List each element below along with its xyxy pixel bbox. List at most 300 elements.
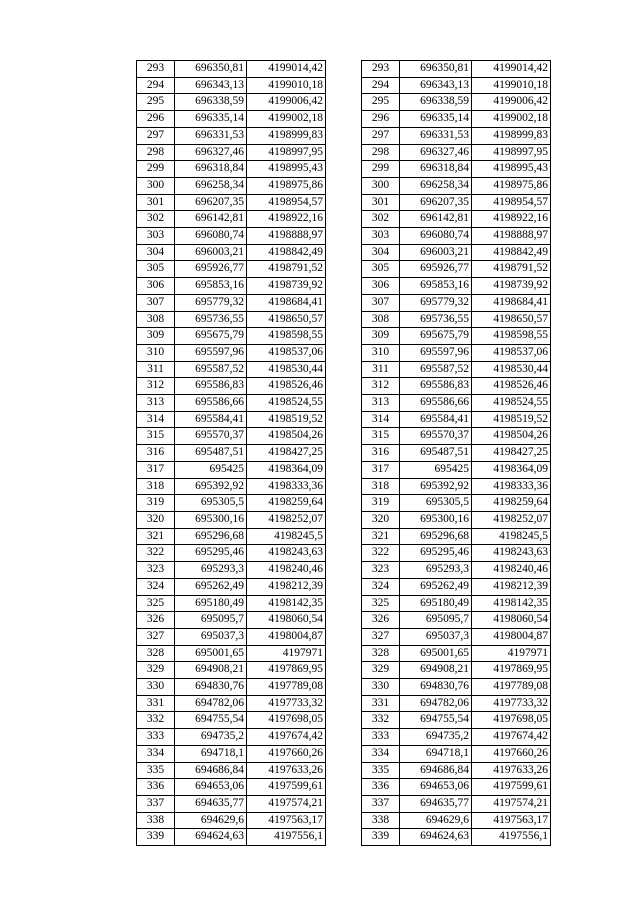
y-coordinate-cell: 4197869,95 bbox=[472, 662, 551, 679]
y-coordinate-cell: 4198922,16 bbox=[247, 211, 326, 228]
x-coordinate-cell: 695597,96 bbox=[175, 344, 247, 361]
table-row bbox=[137, 244, 326, 261]
x-coordinate-cell: 696350,81 bbox=[400, 61, 472, 78]
point-number-cell: 297 bbox=[362, 127, 400, 144]
point-number-cell: 303 bbox=[362, 228, 400, 245]
y-coordinate-cell: 4199010,18 bbox=[247, 77, 326, 94]
table-row bbox=[137, 445, 326, 462]
y-coordinate-cell: 4198997,95 bbox=[247, 144, 326, 161]
y-coordinate-cell: 4197674,42 bbox=[472, 729, 551, 746]
table-row bbox=[137, 729, 326, 746]
point-number-cell: 294 bbox=[137, 77, 175, 94]
x-coordinate-cell: 695425 bbox=[175, 461, 247, 478]
x-coordinate-cell: 694830,76 bbox=[175, 679, 247, 696]
y-coordinate-cell: 4198888,97 bbox=[472, 228, 551, 245]
point-number-cell: 327 bbox=[362, 628, 400, 645]
y-coordinate-cell: 4198243,63 bbox=[247, 545, 326, 562]
y-coordinate-cell: 4197556,1 bbox=[247, 829, 326, 846]
y-coordinate-cell: 4197633,26 bbox=[247, 762, 326, 779]
x-coordinate-cell: 695001,65 bbox=[400, 645, 472, 662]
table-row bbox=[137, 144, 326, 161]
point-number-cell: 316 bbox=[137, 445, 175, 462]
point-number-cell: 305 bbox=[362, 261, 400, 278]
y-coordinate-cell: 4198004,87 bbox=[247, 628, 326, 645]
x-coordinate-cell: 695262,49 bbox=[400, 578, 472, 595]
table-row bbox=[137, 578, 326, 595]
y-coordinate-cell: 4198212,39 bbox=[472, 578, 551, 595]
table-row bbox=[362, 562, 551, 579]
table-row bbox=[137, 478, 326, 495]
point-number-cell: 307 bbox=[137, 294, 175, 311]
table-row bbox=[137, 595, 326, 612]
x-coordinate-cell: 696327,46 bbox=[175, 144, 247, 161]
table-row bbox=[362, 578, 551, 595]
y-coordinate-cell: 4198922,16 bbox=[472, 211, 551, 228]
point-number-cell: 293 bbox=[137, 61, 175, 78]
point-number-cell: 314 bbox=[137, 411, 175, 428]
point-number-cell: 304 bbox=[137, 244, 175, 261]
y-coordinate-cell: 4198252,07 bbox=[247, 511, 326, 528]
y-coordinate-cell: 4198364,09 bbox=[472, 461, 551, 478]
point-number-cell: 299 bbox=[137, 161, 175, 178]
x-coordinate-cell: 694635,77 bbox=[175, 795, 247, 812]
y-coordinate-cell: 4198427,25 bbox=[472, 445, 551, 462]
y-coordinate-cell: 4198333,36 bbox=[247, 478, 326, 495]
x-coordinate-cell: 696207,35 bbox=[400, 194, 472, 211]
x-coordinate-cell: 696258,34 bbox=[400, 177, 472, 194]
y-coordinate-cell: 4198060,54 bbox=[472, 612, 551, 629]
y-coordinate-cell: 4197733,32 bbox=[247, 695, 326, 712]
point-number-cell: 317 bbox=[362, 461, 400, 478]
table-row bbox=[362, 395, 551, 412]
y-coordinate-cell: 4198142,35 bbox=[247, 595, 326, 612]
point-number-cell: 315 bbox=[137, 428, 175, 445]
point-number-cell: 331 bbox=[137, 695, 175, 712]
y-coordinate-cell: 4199002,18 bbox=[472, 111, 551, 128]
y-coordinate-cell: 4197698,05 bbox=[247, 712, 326, 729]
x-coordinate-cell: 694653,06 bbox=[175, 779, 247, 796]
x-coordinate-cell: 696338,59 bbox=[175, 94, 247, 111]
x-coordinate-cell: 694735,2 bbox=[400, 729, 472, 746]
x-coordinate-cell: 696327,46 bbox=[400, 144, 472, 161]
table-row bbox=[137, 812, 326, 829]
table-row bbox=[362, 127, 551, 144]
point-number-cell: 314 bbox=[362, 411, 400, 428]
point-number-cell: 327 bbox=[137, 628, 175, 645]
x-coordinate-cell: 695853,16 bbox=[175, 278, 247, 295]
x-coordinate-cell: 694755,54 bbox=[400, 712, 472, 729]
table-row bbox=[362, 729, 551, 746]
y-coordinate-cell: 4198954,57 bbox=[472, 194, 551, 211]
table-row bbox=[362, 94, 551, 111]
y-coordinate-cell: 4198252,07 bbox=[472, 511, 551, 528]
table-row bbox=[137, 779, 326, 796]
x-coordinate-cell: 695262,49 bbox=[175, 578, 247, 595]
point-number-cell: 330 bbox=[137, 679, 175, 696]
y-coordinate-cell: 4198259,64 bbox=[247, 495, 326, 512]
x-coordinate-cell: 694629,6 bbox=[175, 812, 247, 829]
table-row bbox=[362, 378, 551, 395]
point-number-cell: 332 bbox=[362, 712, 400, 729]
y-coordinate-cell: 4198060,54 bbox=[247, 612, 326, 629]
point-number-cell: 312 bbox=[137, 378, 175, 395]
x-coordinate-cell: 696335,14 bbox=[175, 111, 247, 128]
x-coordinate-cell: 696318,84 bbox=[400, 161, 472, 178]
y-coordinate-cell: 4198245,5 bbox=[472, 528, 551, 545]
point-number-cell: 320 bbox=[362, 511, 400, 528]
table-row bbox=[137, 528, 326, 545]
point-number-cell: 328 bbox=[362, 645, 400, 662]
y-coordinate-cell: 4198650,57 bbox=[472, 311, 551, 328]
x-coordinate-cell: 695095,7 bbox=[400, 612, 472, 629]
point-number-cell: 293 bbox=[362, 61, 400, 78]
y-coordinate-cell: 4198598,55 bbox=[472, 328, 551, 345]
x-coordinate-cell: 696142,81 bbox=[175, 211, 247, 228]
x-coordinate-cell: 695926,77 bbox=[400, 261, 472, 278]
y-coordinate-cell: 4198519,52 bbox=[247, 411, 326, 428]
table-row bbox=[137, 261, 326, 278]
y-coordinate-cell: 4198240,46 bbox=[472, 562, 551, 579]
x-coordinate-cell: 694908,21 bbox=[175, 662, 247, 679]
coordinate-table-left bbox=[136, 60, 326, 846]
table-row bbox=[137, 628, 326, 645]
table-row bbox=[362, 478, 551, 495]
x-coordinate-cell: 696343,13 bbox=[400, 77, 472, 94]
table-row bbox=[362, 428, 551, 445]
x-coordinate-cell: 696142,81 bbox=[400, 211, 472, 228]
y-coordinate-cell: 4198526,46 bbox=[472, 378, 551, 395]
point-number-cell: 320 bbox=[137, 511, 175, 528]
y-coordinate-cell: 4198995,43 bbox=[247, 161, 326, 178]
x-coordinate-cell: 696331,53 bbox=[400, 127, 472, 144]
table-row bbox=[137, 161, 326, 178]
table-row bbox=[137, 294, 326, 311]
table-row bbox=[362, 311, 551, 328]
y-coordinate-cell: 4198888,97 bbox=[247, 228, 326, 245]
point-number-cell: 339 bbox=[362, 829, 400, 846]
point-number-cell: 312 bbox=[362, 378, 400, 395]
x-coordinate-cell: 695586,83 bbox=[400, 378, 472, 395]
y-coordinate-cell: 4199014,42 bbox=[472, 61, 551, 78]
table-row bbox=[137, 411, 326, 428]
x-coordinate-cell: 696350,81 bbox=[175, 61, 247, 78]
point-number-cell: 297 bbox=[137, 127, 175, 144]
x-coordinate-cell: 695037,3 bbox=[400, 628, 472, 645]
table-row bbox=[137, 745, 326, 762]
table-row bbox=[137, 194, 326, 211]
point-number-cell: 305 bbox=[137, 261, 175, 278]
table-row bbox=[362, 177, 551, 194]
table-row bbox=[362, 712, 551, 729]
y-coordinate-cell: 4198504,26 bbox=[247, 428, 326, 445]
point-number-cell: 310 bbox=[137, 344, 175, 361]
point-number-cell: 335 bbox=[362, 762, 400, 779]
y-coordinate-cell: 4199006,42 bbox=[472, 94, 551, 111]
y-coordinate-cell: 4197660,26 bbox=[472, 745, 551, 762]
x-coordinate-cell: 696331,53 bbox=[175, 127, 247, 144]
point-number-cell: 329 bbox=[362, 662, 400, 679]
x-coordinate-cell: 696318,84 bbox=[175, 161, 247, 178]
y-coordinate-cell: 4198530,44 bbox=[472, 361, 551, 378]
x-coordinate-cell: 694735,2 bbox=[175, 729, 247, 746]
table-row bbox=[137, 61, 326, 78]
y-coordinate-cell: 4198427,25 bbox=[247, 445, 326, 462]
table-row bbox=[362, 595, 551, 612]
x-coordinate-cell: 695300,16 bbox=[400, 511, 472, 528]
point-number-cell: 334 bbox=[362, 745, 400, 762]
y-coordinate-cell: 4198954,57 bbox=[247, 194, 326, 211]
point-number-cell: 310 bbox=[362, 344, 400, 361]
y-coordinate-cell: 4198333,36 bbox=[472, 478, 551, 495]
y-coordinate-cell: 4198537,06 bbox=[472, 344, 551, 361]
x-coordinate-cell: 695926,77 bbox=[175, 261, 247, 278]
point-number-cell: 313 bbox=[362, 395, 400, 412]
table-row bbox=[362, 111, 551, 128]
y-coordinate-cell: 4198259,64 bbox=[472, 495, 551, 512]
x-coordinate-cell: 695570,37 bbox=[175, 428, 247, 445]
point-number-cell: 322 bbox=[362, 545, 400, 562]
point-number-cell: 302 bbox=[137, 211, 175, 228]
point-number-cell: 299 bbox=[362, 161, 400, 178]
x-coordinate-cell: 695037,3 bbox=[175, 628, 247, 645]
x-coordinate-cell: 696343,13 bbox=[175, 77, 247, 94]
x-coordinate-cell: 695587,52 bbox=[400, 361, 472, 378]
point-number-cell: 318 bbox=[137, 478, 175, 495]
table-row bbox=[362, 411, 551, 428]
point-number-cell: 319 bbox=[362, 495, 400, 512]
y-coordinate-cell: 4198530,44 bbox=[247, 361, 326, 378]
point-number-cell: 336 bbox=[137, 779, 175, 796]
y-coordinate-cell: 4197660,26 bbox=[247, 745, 326, 762]
x-coordinate-cell: 695095,7 bbox=[175, 612, 247, 629]
table-row bbox=[137, 228, 326, 245]
table-row bbox=[362, 695, 551, 712]
table-row bbox=[362, 328, 551, 345]
x-coordinate-cell: 695296,68 bbox=[400, 528, 472, 545]
point-number-cell: 335 bbox=[137, 762, 175, 779]
table-row bbox=[362, 528, 551, 545]
table-row bbox=[137, 829, 326, 846]
y-coordinate-cell: 4199010,18 bbox=[472, 77, 551, 94]
point-number-cell: 294 bbox=[362, 77, 400, 94]
point-number-cell: 324 bbox=[362, 578, 400, 595]
point-number-cell: 309 bbox=[137, 328, 175, 345]
point-number-cell: 330 bbox=[362, 679, 400, 696]
point-number-cell: 334 bbox=[137, 745, 175, 762]
x-coordinate-cell: 695736,55 bbox=[400, 311, 472, 328]
x-coordinate-cell: 695305,5 bbox=[175, 495, 247, 512]
x-coordinate-cell: 695295,46 bbox=[400, 545, 472, 562]
y-coordinate-cell: 4198524,55 bbox=[472, 395, 551, 412]
table-row bbox=[362, 344, 551, 361]
table-row bbox=[137, 461, 326, 478]
x-coordinate-cell: 695736,55 bbox=[175, 311, 247, 328]
table-row bbox=[362, 762, 551, 779]
table-row bbox=[137, 395, 326, 412]
x-coordinate-cell: 695487,51 bbox=[175, 445, 247, 462]
y-coordinate-cell: 4198212,39 bbox=[247, 578, 326, 595]
point-number-cell: 313 bbox=[137, 395, 175, 412]
x-coordinate-cell: 696207,35 bbox=[175, 194, 247, 211]
point-number-cell: 329 bbox=[137, 662, 175, 679]
point-number-cell: 296 bbox=[362, 111, 400, 128]
y-coordinate-cell: 4198999,83 bbox=[472, 127, 551, 144]
x-coordinate-cell: 695295,46 bbox=[175, 545, 247, 562]
table-row bbox=[362, 244, 551, 261]
table-row bbox=[362, 662, 551, 679]
table-row bbox=[362, 812, 551, 829]
table-row bbox=[137, 344, 326, 361]
point-number-cell: 323 bbox=[362, 562, 400, 579]
y-coordinate-cell: 4199006,42 bbox=[247, 94, 326, 111]
x-coordinate-cell: 695001,65 bbox=[175, 645, 247, 662]
point-number-cell: 311 bbox=[137, 361, 175, 378]
point-number-cell: 321 bbox=[137, 528, 175, 545]
table-row bbox=[362, 779, 551, 796]
table-row bbox=[362, 211, 551, 228]
table-row bbox=[137, 127, 326, 144]
y-coordinate-cell: 4198975,86 bbox=[472, 177, 551, 194]
point-number-cell: 326 bbox=[137, 612, 175, 629]
table-row bbox=[362, 77, 551, 94]
point-number-cell: 337 bbox=[362, 795, 400, 812]
table-row bbox=[137, 278, 326, 295]
table-row bbox=[362, 261, 551, 278]
point-number-cell: 302 bbox=[362, 211, 400, 228]
y-coordinate-cell: 4197698,05 bbox=[472, 712, 551, 729]
point-number-cell: 300 bbox=[137, 177, 175, 194]
table-row bbox=[137, 545, 326, 562]
y-coordinate-cell: 4197599,61 bbox=[247, 779, 326, 796]
table-row bbox=[137, 645, 326, 662]
point-number-cell: 317 bbox=[137, 461, 175, 478]
x-coordinate-cell: 695300,16 bbox=[175, 511, 247, 528]
point-number-cell: 315 bbox=[362, 428, 400, 445]
table-row bbox=[137, 111, 326, 128]
x-coordinate-cell: 695586,83 bbox=[175, 378, 247, 395]
table-row bbox=[137, 211, 326, 228]
y-coordinate-cell: 4198842,49 bbox=[472, 244, 551, 261]
point-number-cell: 326 bbox=[362, 612, 400, 629]
table-row bbox=[137, 177, 326, 194]
point-number-cell: 307 bbox=[362, 294, 400, 311]
y-coordinate-cell: 4197789,08 bbox=[472, 679, 551, 696]
point-number-cell: 328 bbox=[137, 645, 175, 662]
y-coordinate-cell: 4198684,41 bbox=[472, 294, 551, 311]
x-coordinate-cell: 695587,52 bbox=[175, 361, 247, 378]
point-number-cell: 323 bbox=[137, 562, 175, 579]
point-number-cell: 333 bbox=[137, 729, 175, 746]
table-row bbox=[362, 228, 551, 245]
y-coordinate-cell: 4198519,52 bbox=[472, 411, 551, 428]
table-row bbox=[137, 795, 326, 812]
x-coordinate-cell: 696258,34 bbox=[175, 177, 247, 194]
y-coordinate-cell: 4198739,92 bbox=[472, 278, 551, 295]
table-row bbox=[362, 361, 551, 378]
table-row bbox=[362, 294, 551, 311]
x-coordinate-cell: 694653,06 bbox=[400, 779, 472, 796]
y-coordinate-cell: 4197633,26 bbox=[472, 762, 551, 779]
y-coordinate-cell: 4198142,35 bbox=[472, 595, 551, 612]
point-number-cell: 332 bbox=[137, 712, 175, 729]
y-coordinate-cell: 4198504,26 bbox=[472, 428, 551, 445]
y-coordinate-cell: 4199002,18 bbox=[247, 111, 326, 128]
point-number-cell: 325 bbox=[137, 595, 175, 612]
y-coordinate-cell: 4198004,87 bbox=[472, 628, 551, 645]
table-row bbox=[362, 511, 551, 528]
table-row bbox=[362, 144, 551, 161]
y-coordinate-cell: 4198791,52 bbox=[247, 261, 326, 278]
point-number-cell: 319 bbox=[137, 495, 175, 512]
y-coordinate-cell: 4199014,42 bbox=[247, 61, 326, 78]
table-row bbox=[137, 378, 326, 395]
y-coordinate-cell: 4197563,17 bbox=[247, 812, 326, 829]
point-number-cell: 311 bbox=[362, 361, 400, 378]
point-number-cell: 300 bbox=[362, 177, 400, 194]
y-coordinate-cell: 4197674,42 bbox=[247, 729, 326, 746]
table-row bbox=[137, 77, 326, 94]
table-row bbox=[362, 445, 551, 462]
point-number-cell: 309 bbox=[362, 328, 400, 345]
point-number-cell: 306 bbox=[362, 278, 400, 295]
x-coordinate-cell: 695570,37 bbox=[400, 428, 472, 445]
point-number-cell: 316 bbox=[362, 445, 400, 462]
point-number-cell: 301 bbox=[137, 194, 175, 211]
x-coordinate-cell: 695586,66 bbox=[400, 395, 472, 412]
table-row bbox=[137, 495, 326, 512]
y-coordinate-cell: 4197599,61 bbox=[472, 779, 551, 796]
x-coordinate-cell: 695779,32 bbox=[400, 294, 472, 311]
table-row bbox=[362, 679, 551, 696]
table-row bbox=[137, 428, 326, 445]
table-row bbox=[362, 194, 551, 211]
y-coordinate-cell: 4198243,63 bbox=[472, 545, 551, 562]
x-coordinate-cell: 694686,84 bbox=[400, 762, 472, 779]
point-number-cell: 301 bbox=[362, 194, 400, 211]
y-coordinate-cell: 4197574,21 bbox=[472, 795, 551, 812]
point-number-cell: 304 bbox=[362, 244, 400, 261]
x-coordinate-cell: 695675,79 bbox=[400, 328, 472, 345]
x-coordinate-cell: 696338,59 bbox=[400, 94, 472, 111]
point-number-cell: 321 bbox=[362, 528, 400, 545]
y-coordinate-cell: 4197971 bbox=[472, 645, 551, 662]
y-coordinate-cell: 4198245,5 bbox=[247, 528, 326, 545]
coordinate-table-right-body bbox=[362, 61, 551, 846]
point-number-cell: 324 bbox=[137, 578, 175, 595]
x-coordinate-cell: 694782,06 bbox=[400, 695, 472, 712]
table-row bbox=[362, 745, 551, 762]
table-row bbox=[137, 762, 326, 779]
table-row bbox=[362, 795, 551, 812]
y-coordinate-cell: 4198650,57 bbox=[247, 311, 326, 328]
x-coordinate-cell: 695293,3 bbox=[175, 562, 247, 579]
table-row bbox=[137, 311, 326, 328]
point-number-cell: 306 bbox=[137, 278, 175, 295]
x-coordinate-cell: 694830,76 bbox=[400, 679, 472, 696]
x-coordinate-cell: 696003,21 bbox=[400, 244, 472, 261]
point-number-cell: 325 bbox=[362, 595, 400, 612]
point-number-cell: 303 bbox=[137, 228, 175, 245]
point-number-cell: 318 bbox=[362, 478, 400, 495]
x-coordinate-cell: 694755,54 bbox=[175, 712, 247, 729]
point-number-cell: 337 bbox=[137, 795, 175, 812]
y-coordinate-cell: 4198739,92 bbox=[247, 278, 326, 295]
x-coordinate-cell: 696080,74 bbox=[175, 228, 247, 245]
table-row bbox=[362, 645, 551, 662]
x-coordinate-cell: 696335,14 bbox=[400, 111, 472, 128]
x-coordinate-cell: 695584,41 bbox=[400, 411, 472, 428]
table-row bbox=[362, 495, 551, 512]
